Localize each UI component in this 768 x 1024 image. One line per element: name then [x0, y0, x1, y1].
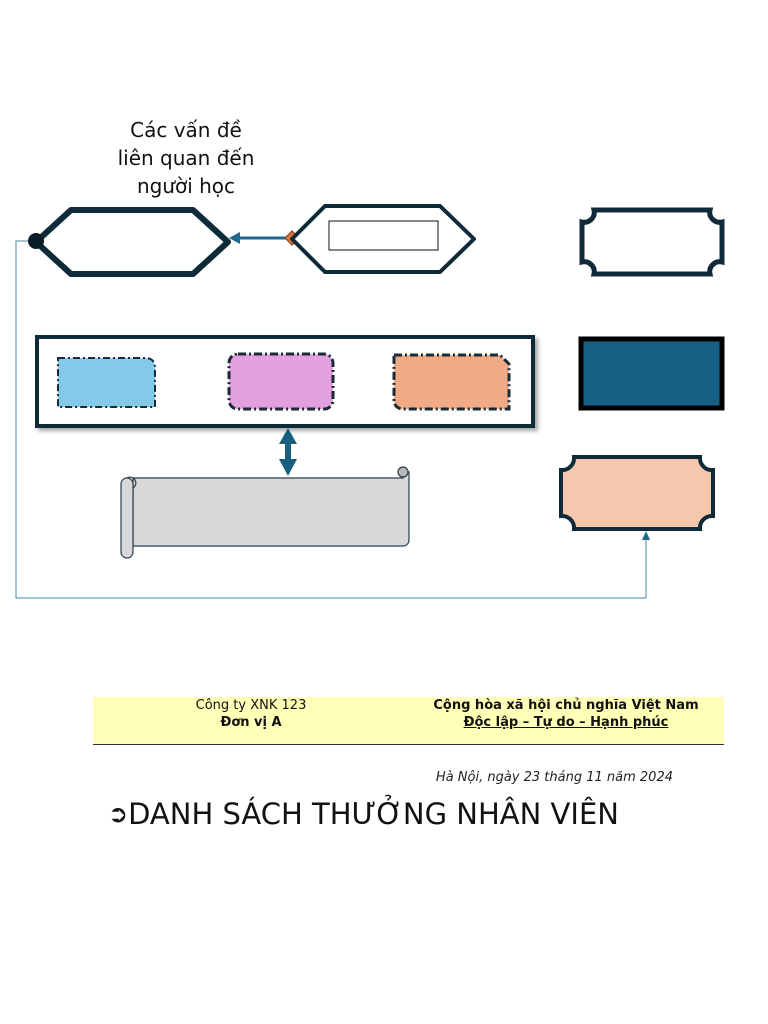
scroll-banner[interactable]: [121, 467, 409, 558]
caption-line-1: Các vấn đề: [130, 118, 242, 142]
national-motto: Độc lập – Tự do – Hạnh phúc: [463, 715, 669, 730]
header-left: [151, 697, 351, 731]
document-title-text: DANH SÁCH THƯỞNG NHÂN VIÊN: [128, 797, 619, 831]
date-line: Hà Nội, ngày 23 tháng 11 năm 2024: [435, 770, 673, 785]
box-salmon[interactable]: [394, 355, 509, 409]
diagram-caption: [86, 116, 286, 200]
document-header: [93, 697, 724, 745]
unit-name: Đơn vị A: [220, 715, 282, 730]
box-pink[interactable]: [229, 354, 333, 409]
hexagon-left[interactable]: [36, 210, 228, 274]
double-arrow-head-up: [279, 428, 297, 444]
arrow-right-circle-icon: ➲: [108, 800, 129, 828]
hexagon-inner-box[interactable]: [329, 221, 438, 250]
double-arrow-head-down: [279, 459, 297, 476]
nation-name: Cộng hòa xã hội chủ nghĩa Việt Nam: [433, 698, 699, 713]
box-navy[interactable]: [581, 339, 722, 408]
plaque-top-right[interactable]: [582, 210, 722, 274]
plaque-peach[interactable]: [561, 457, 713, 529]
box-light-blue[interactable]: [58, 358, 155, 407]
connector-loop-arrowhead: [642, 531, 650, 540]
document-title: [108, 794, 728, 834]
caption-line-3: người học: [136, 174, 236, 198]
company-name: Công ty XNK 123: [195, 698, 307, 713]
caption-line-2: liên quan đến: [117, 146, 255, 170]
header-right: [411, 697, 721, 731]
connector-dot: [28, 233, 44, 249]
